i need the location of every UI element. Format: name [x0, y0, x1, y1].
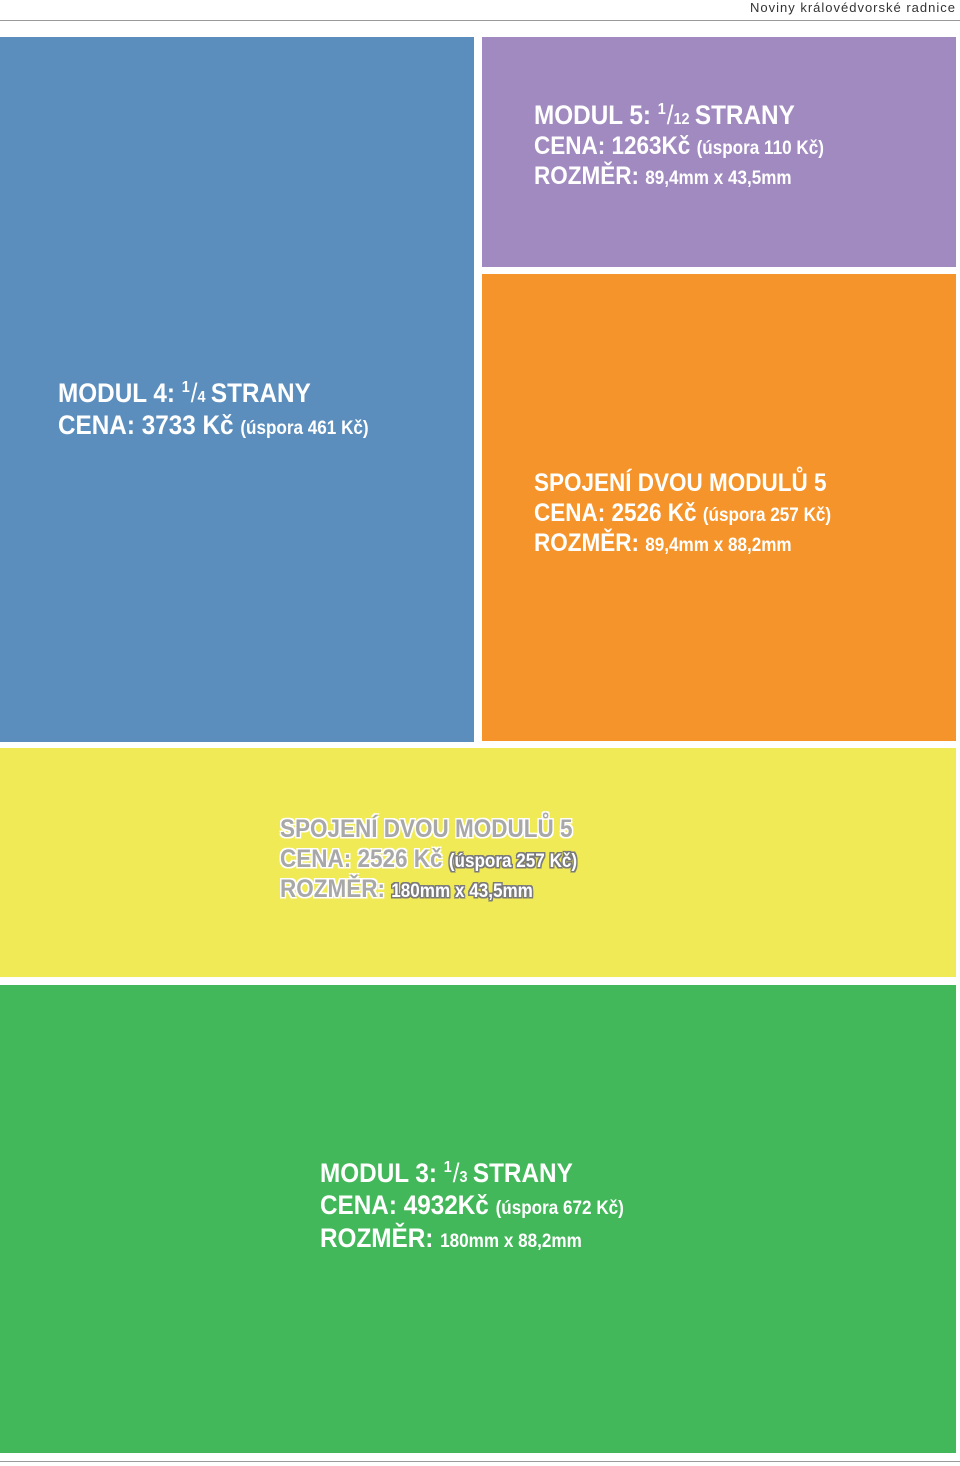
modul-3-size-label: ROZMĚR:	[320, 1222, 434, 1253]
modul-4-price-saving: (úspora 461 Kč)	[240, 418, 369, 440]
modul-4-price	[58, 409, 369, 441]
combined-horizontal-price-label: CENA: 2526 Kč	[280, 845, 443, 873]
modul-3-title	[320, 1157, 624, 1189]
modul-4-title-suffix: STRANY	[210, 378, 311, 408]
combined-vertical-price-saving: (úspora 257 Kč)	[702, 505, 832, 526]
modul-4-fraction-den: 4	[197, 389, 206, 406]
modul-5-price-label: CENA: 1263Kč	[534, 132, 691, 161]
header-rule	[0, 20, 960, 21]
combined-horizontal-size-value: 180mm x 43,5mm	[391, 881, 533, 902]
modul-4-price-label: CENA: 3733 Kč	[58, 410, 234, 441]
modul-3-price-saving: (úspora 672 Kč)	[495, 1198, 624, 1220]
combined-horizontal-price-saving: (úspora 257 Kč)	[448, 851, 578, 872]
modul-5-title	[534, 99, 824, 131]
modul-3-price	[320, 1189, 624, 1221]
modul-5-price	[534, 131, 824, 161]
combined-vertical-price-label: CENA: 2526 Kč	[534, 499, 697, 527]
fraction-slash: /	[666, 100, 674, 130]
modul-4-title	[58, 377, 369, 409]
combined-horizontal-title: SPOJENÍ DVOU MODULŮ 5	[280, 815, 573, 843]
modul-5-fraction-num: 1	[657, 101, 666, 118]
footer-rule	[0, 1461, 960, 1462]
combined-horizontal-block	[0, 748, 956, 977]
combined-vertical-size-label: ROZMĚR:	[534, 529, 639, 557]
modul-5-size-label: ROZMĚR:	[534, 162, 639, 191]
modul-4-block	[0, 37, 474, 742]
modul-5-price-saving: (úspora 110 Kč)	[696, 138, 824, 160]
combined-horizontal-text	[280, 814, 577, 904]
modul-3-size-value: 180mm x 88,2mm	[440, 1230, 582, 1252]
combined-horizontal-price	[280, 844, 577, 874]
modul-3-fraction-num: 1	[443, 1159, 452, 1176]
modul-5-fraction-den: 12	[673, 111, 690, 128]
modul-3-fraction-den: 3	[459, 1169, 468, 1186]
modul-5-title-suffix: STRANY	[694, 100, 795, 130]
fraction-slash: /	[190, 378, 198, 408]
modul-5-title-label: MODUL 5:	[534, 100, 652, 130]
combined-vertical-text	[534, 468, 831, 558]
newspaper-header: Noviny královédvorské radnice	[749, 0, 956, 15]
combined-horizontal-size-label: ROZMĚR:	[280, 875, 385, 903]
combined-vertical-size	[534, 528, 831, 558]
modul-5-size-value: 89,4mm x 43,5mm	[645, 168, 792, 190]
modul-3-size	[320, 1222, 624, 1254]
combined-vertical-title: SPOJENÍ DVOU MODULŮ 5	[534, 469, 827, 497]
combined-horizontal-size	[280, 874, 577, 904]
modul-5-block	[482, 37, 956, 267]
modul-3-price-label: CENA: 4932Kč	[320, 1190, 489, 1221]
modul-4-fraction-num: 1	[181, 379, 190, 396]
modul-3-title-label: MODUL 3:	[320, 1158, 438, 1188]
combined-vertical-price	[534, 498, 831, 528]
modul-3-block	[0, 985, 956, 1453]
combined-vertical-size-value: 89,4mm x 88,2mm	[645, 535, 792, 556]
fraction-slash: /	[452, 1158, 460, 1188]
modul-5-size	[534, 161, 824, 191]
modul-3-text	[320, 1157, 624, 1254]
modul-4-text	[58, 377, 369, 442]
modul-5-text	[534, 99, 824, 191]
modul-3-title-suffix: STRANY	[472, 1158, 573, 1188]
modul-4-title-label: MODUL 4:	[58, 378, 176, 408]
combined-vertical-block	[482, 274, 956, 741]
